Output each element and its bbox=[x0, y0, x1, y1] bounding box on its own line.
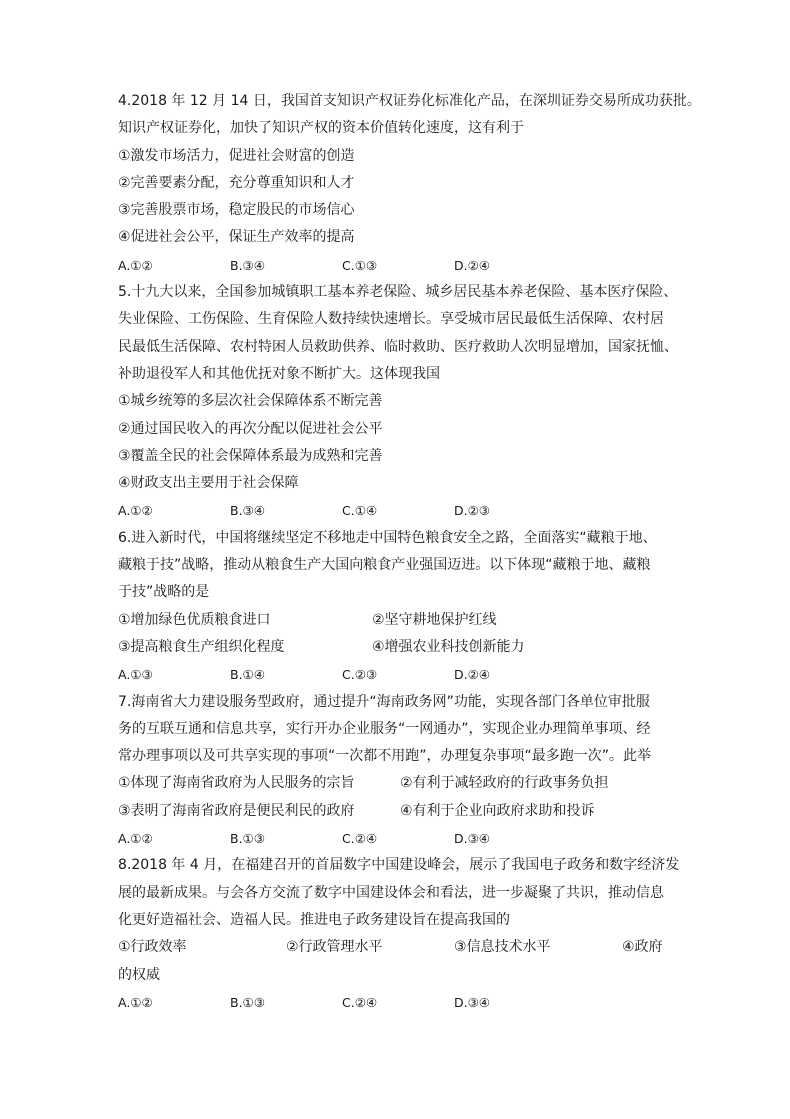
option-2: ②行政管理水平 bbox=[286, 939, 383, 956]
option-row bbox=[118, 798, 678, 825]
option-1: ①体现了海南省政府为人民服务的宗旨 bbox=[118, 775, 355, 792]
question-stem-line: 8.2018 年 4 月，在福建召开的首届数字中国建设峰会，展示了我国电子政务和数字经济发 bbox=[118, 857, 680, 874]
option-4-continued: 的权威 bbox=[118, 966, 160, 983]
option-row bbox=[118, 770, 678, 797]
question-8 bbox=[118, 852, 678, 1016]
option-3: ③提高粮食生产组织化程度 bbox=[118, 638, 285, 655]
option-1: ①增加绿色优质粮食进口 bbox=[118, 611, 271, 628]
answer-a: A.①② bbox=[118, 994, 153, 1010]
answer-c: C.②③ bbox=[342, 667, 378, 683]
option-row bbox=[118, 607, 678, 634]
question-stem-line: 6.进入新时代，中国将继续坚定不移地走中国特色粮食安全之路，全面落实“藏粮于地、 bbox=[118, 529, 657, 546]
option-2: ②有利于减轻政府的行政事务负担 bbox=[400, 775, 609, 792]
option-2: ②坚守耕地保护红线 bbox=[372, 611, 497, 628]
option-1: ①城乡统筹的多层次社会保障体系不断完善 bbox=[118, 393, 383, 410]
question-stem-line: 补助退役军人和其他优抚对象不断扩大。这体现我国 bbox=[118, 365, 440, 382]
question-stem-line: 展的最新成果。与会各方交流了数字中国建设体会和看法，进一步凝聚了共识，推动信息 bbox=[118, 884, 664, 901]
question-stem-line: 务的互联互通和信息共享，实行开办企业服务“一网通办”，实现企业办理简单事项、经 bbox=[118, 720, 651, 737]
option-row bbox=[118, 934, 678, 961]
question-4 bbox=[118, 88, 701, 279]
answer-choices bbox=[118, 252, 678, 279]
answer-a: A.①② bbox=[118, 503, 153, 519]
question-5 bbox=[118, 279, 678, 525]
question-stem-line: 民最低生活保障、农村特困人员救助供养、临时救助、医疗救助人次明显增加，国家抚恤、 bbox=[118, 338, 678, 355]
option-4: ④促进社会公平，保证生产效率的提高 bbox=[118, 229, 355, 246]
question-stem-line: 5.十九大以来，全国参加城镇职工基本养老保险、城乡居民基本养老保险、基本医疗保险、 bbox=[118, 284, 678, 301]
question-stem-line: 4.2018 年 12 月 14 日，我国首支知识产权证券化标准化产品，在深圳证券交易所成功获批。 bbox=[118, 93, 701, 109]
answer-b: B.①④ bbox=[230, 667, 265, 683]
answer-c: C.①④ bbox=[342, 503, 378, 519]
option-2: ②完善要素分配，充分尊重知识和人才 bbox=[118, 174, 355, 191]
question-stem-line: 于技”战略的是 bbox=[118, 584, 210, 601]
option-1: ①行政效率 bbox=[118, 939, 187, 956]
answer-a: A.①② bbox=[118, 831, 153, 847]
exam-page bbox=[118, 88, 701, 1016]
option-4: ④有利于企业向政府求助和投诉 bbox=[400, 802, 595, 819]
option-3: ③信息技术水平 bbox=[454, 939, 551, 956]
answer-d: D.②③ bbox=[454, 503, 491, 519]
option-3: ③表明了海南省政府是便民利民的政府 bbox=[118, 802, 355, 819]
option-4: ④增强农业科技创新能力 bbox=[372, 638, 525, 655]
question-6 bbox=[118, 525, 678, 689]
answer-choices bbox=[118, 661, 678, 688]
option-4: ④财政支出主要用于社会保障 bbox=[118, 475, 299, 492]
answer-c: C.②④ bbox=[342, 994, 378, 1010]
question-stem-line: 化更好造福社会、造福人民。推进电子政务建设旨在提高我国的 bbox=[118, 911, 510, 928]
answer-d: D.②④ bbox=[454, 257, 491, 273]
answer-b: B.①③ bbox=[230, 831, 265, 847]
answer-choices bbox=[118, 989, 678, 1016]
answer-choices bbox=[118, 497, 678, 524]
question-stem-line: 7.海南省大力建设服务型政府，通过提升“海南政务网”功能，实现各部门各单位审批服 bbox=[118, 693, 650, 710]
answer-c: C.①③ bbox=[342, 257, 378, 273]
answer-d: D.③④ bbox=[454, 831, 491, 847]
option-1: ①激发市场活力，促进社会财富的创造 bbox=[118, 147, 355, 164]
option-row bbox=[118, 634, 678, 661]
question-7 bbox=[118, 689, 678, 853]
answer-b: B.③④ bbox=[230, 257, 265, 273]
answer-a: A.①② bbox=[118, 257, 153, 273]
option-3: ③完善股票市场，稳定股民的市场信心 bbox=[118, 202, 355, 219]
question-stem-line: 知识产权证券化，加快了知识产权的资本价值转化速度，这有利于 bbox=[118, 120, 524, 137]
answer-c: C.②④ bbox=[342, 831, 378, 847]
option-4: ④政府 bbox=[622, 939, 663, 956]
question-stem-line: 藏粮于技”战略，推动从粮食生产大国向粮食产业强国迈进。以下体现“藏粮于地、藏粮 bbox=[118, 557, 651, 574]
answer-b: B.①③ bbox=[230, 994, 265, 1010]
answer-d: D.③④ bbox=[454, 994, 491, 1010]
answer-d: D.②④ bbox=[454, 667, 491, 683]
answer-b: B.③④ bbox=[230, 503, 265, 519]
answer-a: A.①③ bbox=[118, 667, 153, 683]
question-stem-line: 失业保险、工伤保险、生育保险人数持续快速增长。享受城市居民最低生活保障、农村居 bbox=[118, 311, 664, 328]
option-2: ②通过国民收入的再次分配以促进社会公平 bbox=[118, 420, 383, 437]
question-stem-line: 常办理事项以及可共享实现的事项“一次都不用跑”，办理复杂事项“最多跑一次”。此举 bbox=[118, 748, 652, 765]
option-3: ③覆盖全民的社会保障体系最为成熟和完善 bbox=[118, 447, 383, 464]
answer-choices bbox=[118, 825, 678, 852]
